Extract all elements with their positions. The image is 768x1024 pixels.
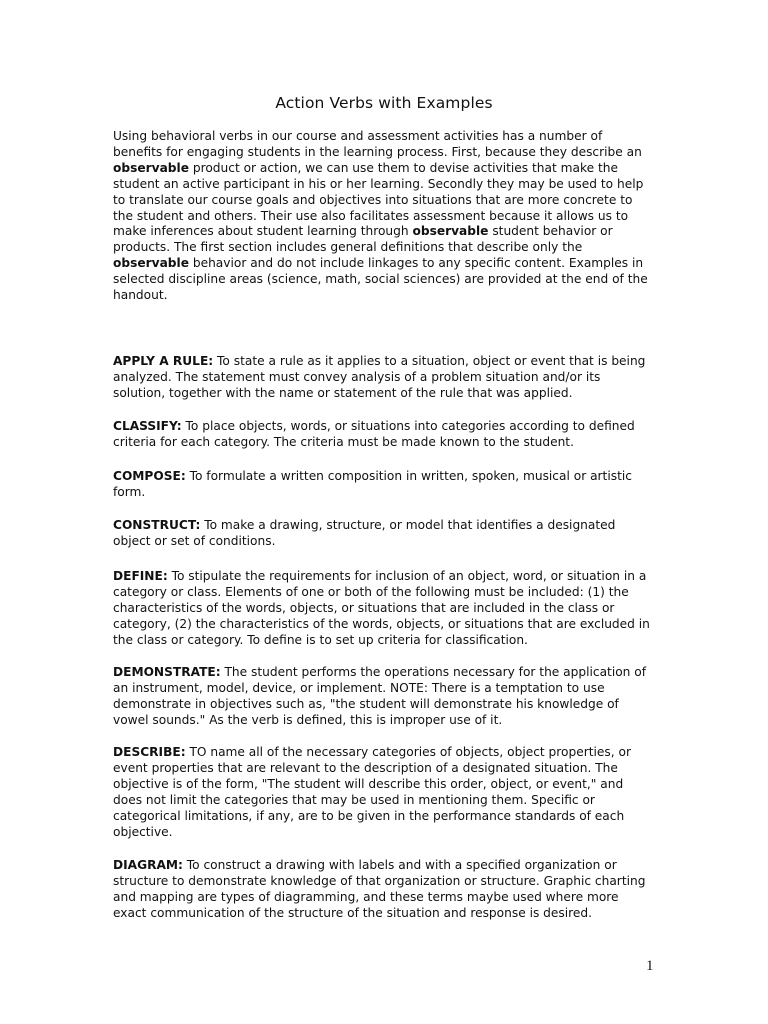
page-number: 1 bbox=[646, 958, 654, 974]
definition-define bbox=[113, 569, 653, 649]
definition-text: To construct a drawing with labels and with a specified organization or structure to demonstrate knowledge of that organization or structure. Graphic charting and mapping are types of diagramming, and these terms maybe used where more exact communication of the structure of the situation and response is desired. bbox=[113, 858, 646, 920]
definition-term: COMPOSE: bbox=[113, 469, 186, 483]
definition-demonstrate bbox=[113, 665, 653, 729]
keyword-observable: observable bbox=[113, 256, 189, 271]
page-title: Action Verbs with Examples bbox=[275, 94, 493, 112]
definition-compose bbox=[113, 469, 653, 501]
definition-text: To stipulate the requirements for inclusion of an object, word, or situation in a category or class. Elements of one or both of the following must be included: (1) the characteristics of the words, objects, or situations that are included in the class or category, (2) the characteristics of the words, objects, or situations that are excluded in the class or category. To define is to set up criteria for classification. bbox=[113, 569, 650, 647]
definition-term: CONSTRUCT: bbox=[113, 518, 201, 532]
intro-text-4: behavior and do not include linkages to any specific content. Examples in selected discipline areas (science, math, social sciences) are provided at the end of the handout. bbox=[113, 256, 648, 303]
definition-diagram bbox=[113, 858, 653, 922]
definition-text: To formulate a written composition in written, spoken, musical or artistic form. bbox=[113, 469, 632, 499]
definition-text: To place objects, words, or situations into categories according to defined criteria for each category. The criteria must be made known to the student. bbox=[113, 419, 635, 449]
definition-text: TO name all of the necessary categories of objects, object properties, or event properties that are relevant to the description of a designated situation. The objective is of the form, "The student will describe this order, object, or event," and does not limit the categories that may be used in mentioning them. Specific or categorical limitations, if any, are to be given in the performance standards of each objective. bbox=[113, 745, 631, 839]
definition-describe bbox=[113, 745, 653, 840]
intro-text-2: product or action, we can use them to devise activities that make the student an active participant in his or her learning. Secondly they may be used to help to translate our course goals and objectives into situations that are more concrete to the student and others. Their use also facilitates assessment because it allows us to make inferences about student learning through bbox=[113, 160, 644, 239]
definition-apply-a-rule bbox=[113, 354, 653, 402]
definition-term: CLASSIFY: bbox=[113, 419, 182, 433]
definition-text: To make a drawing, structure, or model that identifies a designated object or set of conditions. bbox=[113, 518, 616, 548]
keyword-observable: observable bbox=[113, 160, 189, 175]
definition-term: DEMONSTRATE: bbox=[113, 665, 221, 679]
intro-paragraph bbox=[113, 129, 653, 304]
definition-text: The student performs the operations necessary for the application of an instrument, model, device, or implement. NOTE: There is a temptation to use demonstrate in objectives such as, "the student will demonstrate his knowledge of vowel sounds." As the verb is defined, this is improper use of it. bbox=[113, 665, 647, 727]
definition-term: DIAGRAM: bbox=[113, 858, 183, 872]
definition-term: DESCRIBE: bbox=[113, 745, 186, 759]
definition-construct bbox=[113, 518, 653, 550]
intro-text-3: student behavior or products. The first section includes general definitions that describe only the bbox=[113, 224, 613, 255]
definition-term: APPLY A RULE: bbox=[113, 354, 214, 368]
keyword-observable: observable bbox=[412, 224, 489, 239]
intro-text-1: Using behavioral verbs in our course and assessment activities has a number of benefits for engaging students in the learning process. First, because they describe an bbox=[113, 129, 642, 159]
definition-term: DEFINE: bbox=[113, 569, 168, 583]
definition-text: To state a rule as it applies to a situation, object or event that is being analyzed. The statement must convey analysis of a problem situation and/or its solution, together with the name or statement of the rule that was applied. bbox=[113, 354, 646, 400]
definition-classify bbox=[113, 419, 653, 451]
